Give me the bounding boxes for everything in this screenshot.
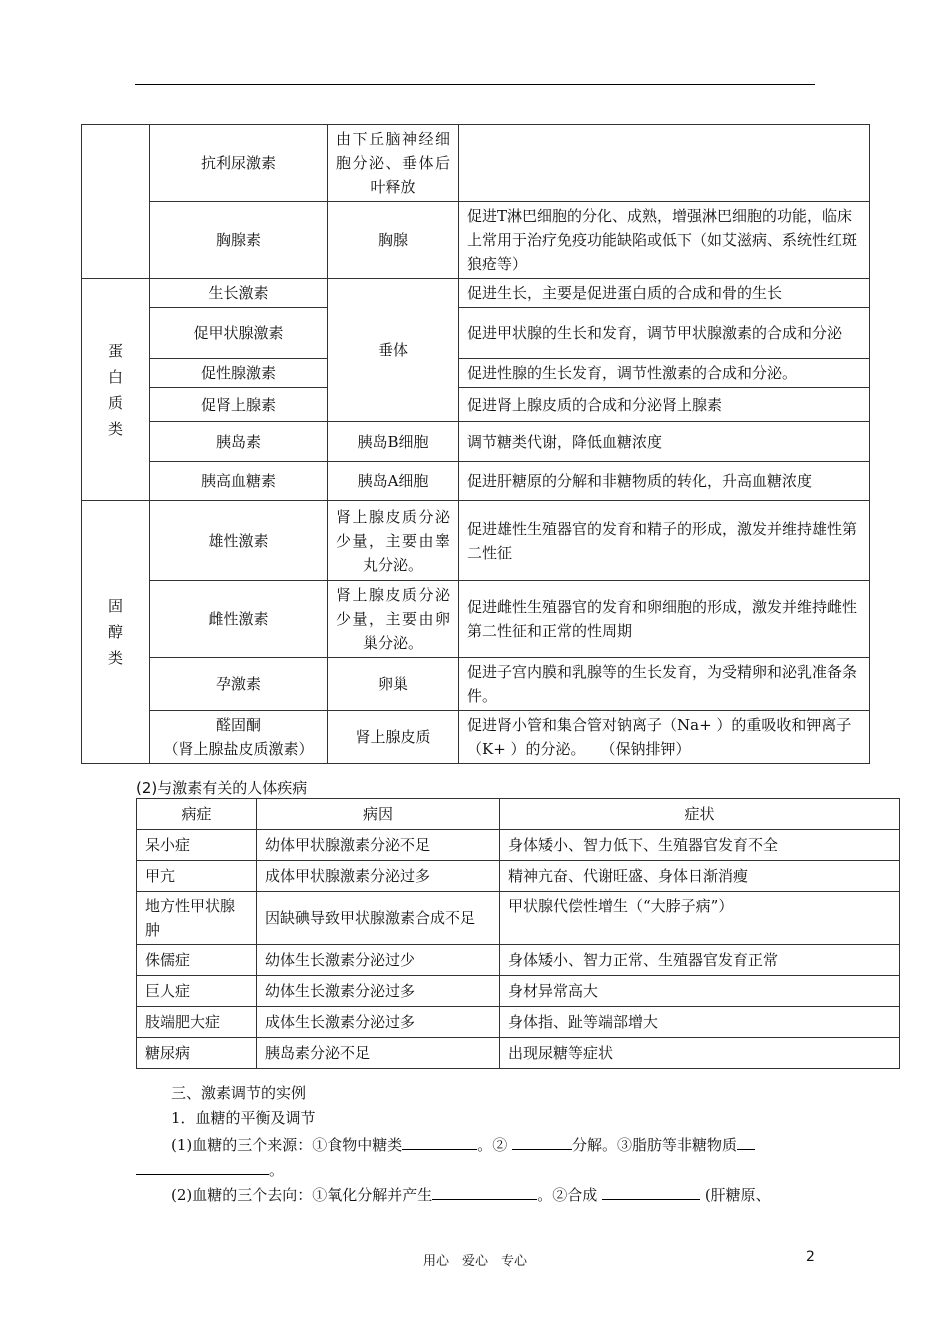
disease-symptom: 身体矮小、智力低下、生殖器官发育不全: [500, 830, 900, 861]
table-header-row: [137, 799, 900, 830]
hormone-name: 醛固酮: [215, 716, 261, 734]
hormone-function: 促进肾上腺皮质的合成和分泌肾上腺素: [459, 388, 870, 422]
disease-cause: 幼体甲状腺激素分泌不足: [257, 830, 500, 861]
table-row: [82, 581, 870, 658]
hormone-source: 肾上腺皮质: [328, 711, 459, 764]
hormone-function: 促进雄性生殖器官的发育和精子的形成，激发并维持雄性第二性征: [459, 501, 870, 581]
hormone-name: 胰高血糖素: [150, 462, 328, 501]
hormone-name: 生长激素: [150, 279, 328, 308]
col-header: 症状: [500, 799, 900, 830]
table-row: [137, 861, 900, 892]
hormone-function: 促进肾小管和集合管对钠离子（Na+ ）的重吸收和钾离子（K+ ）的分泌。 （保钠排钾）: [459, 711, 870, 764]
disease-table: [136, 798, 900, 1069]
category-cell-empty: [82, 125, 150, 279]
hormone-source: 胰岛B细胞: [328, 422, 459, 462]
text-fragment: (肝糖原、: [704, 1186, 771, 1204]
blood-sugar-sources-line-cont: [136, 1158, 284, 1180]
hormone-function: 促进T淋巴细胞的分化、成熟，增强淋巴细胞的功能，临床上常用于治疗免疫功能缺陷或低下（如艾滋病、系统性红斑狼疮等）: [459, 202, 870, 279]
disease-section-title: (2)与激素有关的人体疾病: [136, 779, 308, 797]
table-row: [82, 308, 870, 359]
hormone-function: 促进性腺的生长发育，调节性激素的合成和分泌。: [459, 359, 870, 388]
text-fragment: 。②合成: [537, 1186, 598, 1204]
table-row: [82, 388, 870, 422]
table-row: [82, 711, 870, 764]
hormone-source: 胸腺: [328, 202, 459, 279]
table-row: [82, 501, 870, 581]
fill-blank[interactable]: [432, 1183, 537, 1200]
disease-cause: 成体甲状腺激素分泌过多: [257, 861, 500, 892]
hormone-name: 孕激素: [150, 658, 328, 711]
disease-symptom: 甲状腺代偿性增生（“大脖子病”）: [500, 892, 900, 945]
hormone-name: 雄性激素: [150, 501, 328, 581]
disease-symptom: 身材异常高大: [500, 976, 900, 1007]
disease-cause: 幼体生长激素分泌过少: [257, 945, 500, 976]
hormone-name: 促性腺激素: [150, 359, 328, 388]
disease-symptom: 身体矮小、智力正常、生殖器官发育正常: [500, 945, 900, 976]
hormone-source: 由下丘脑神经细胞分泌、垂体后叶释放: [328, 125, 459, 202]
hormone-function: 促进肝糖原的分解和非糖物质的转化，升高血糖浓度: [459, 462, 870, 501]
table-row: [82, 422, 870, 462]
blood-sugar-uses-line: [171, 1183, 771, 1205]
table-row: [137, 976, 900, 1007]
hormone-source: 肾上腺皮质分泌少量，主要由睾丸分泌。: [328, 501, 459, 581]
section-heading: 三、激素调节的实例: [171, 1084, 307, 1102]
text-fragment: (1)血糖的三个来源：①食物中糖类: [171, 1136, 403, 1154]
disease-name: 呆小症: [137, 830, 257, 861]
hormone-function: 促进雌性生殖器官的发育和卵细胞的形成，激发并维持雌性第二性征和正常的性周期: [459, 581, 870, 658]
hormone-name: 抗利尿激素: [150, 125, 328, 202]
disease-name: 侏儒症: [137, 945, 257, 976]
text-fragment: (2)血糖的三个去向：①氧化分解并产生: [171, 1186, 433, 1204]
hormone-name: 雌性激素: [150, 581, 328, 658]
hormone-source: 肾上腺皮质分泌少量，主要由卵巢分泌。: [328, 581, 459, 658]
hormone-name: 促甲状腺激素: [150, 308, 328, 359]
hormone-source: 卵巢: [328, 658, 459, 711]
disease-cause: 成体生长激素分泌过多: [257, 1007, 500, 1038]
fill-blank[interactable]: [737, 1133, 755, 1150]
fill-blank[interactable]: [512, 1133, 572, 1150]
table-row: [137, 1038, 900, 1069]
hormone-name: 胸腺素: [150, 202, 328, 279]
disease-name: 甲亢: [137, 861, 257, 892]
category-protein: [82, 279, 150, 501]
hormone-function: 促进生长，主要是促进蛋白质的合成和骨的生长: [459, 279, 870, 308]
disease-symptom: 身体指、趾等端部增大: [500, 1007, 900, 1038]
table-row: [82, 125, 870, 202]
hormone-table: [81, 124, 870, 764]
hormone-name-cell: [150, 711, 328, 764]
disease-symptom: 精神亢奋、代谢旺盛、身体日渐消瘦: [500, 861, 900, 892]
hormone-function: [459, 125, 870, 202]
disease-cause: 因缺碘导致甲状腺激素合成不足: [257, 892, 500, 945]
text-fragment: 。②: [477, 1136, 508, 1154]
hormone-source: 垂体: [328, 279, 459, 422]
fill-blank[interactable]: [136, 1158, 269, 1175]
text-fragment: 分解。③脂肪等非糖物质: [572, 1136, 738, 1154]
table-row: [137, 1007, 900, 1038]
item-heading: 1．血糖的平衡及调节: [171, 1109, 316, 1127]
col-header: 病症: [137, 799, 257, 830]
footer-motto: 用心 爱心 专心: [422, 1254, 527, 1269]
disease-name: 糖尿病: [137, 1038, 257, 1069]
hormone-name: 胰岛素: [150, 422, 328, 462]
disease-cause: 胰岛素分泌不足: [257, 1038, 500, 1069]
table-row: [82, 279, 870, 308]
hormone-function: 调节糖类代谢，降低血糖浓度: [459, 422, 870, 462]
page-number: 2: [806, 1249, 815, 1265]
category-label: 蛋白质类: [107, 341, 123, 438]
hormone-source: 胰岛A细胞: [328, 462, 459, 501]
table-row: [82, 462, 870, 501]
table-row: [137, 945, 900, 976]
table-row: [82, 658, 870, 711]
text-fragment: 。: [269, 1161, 285, 1179]
category-label: 固醇类: [107, 597, 123, 667]
hormone-function: 促进子宫内膜和乳腺等的生长发育，为受精卵和泌乳准备条件。: [459, 658, 870, 711]
table-row: [137, 892, 900, 945]
hormone-name-alt: （肾上腺盐皮质激素）: [163, 740, 314, 758]
header-rule: [135, 84, 815, 85]
disease-name: 巨人症: [137, 976, 257, 1007]
blood-sugar-sources-line: [171, 1133, 755, 1155]
hormone-function: 促进甲状腺的生长和发育，调节甲状腺激素的合成和分泌: [459, 308, 870, 359]
table-row: [137, 830, 900, 861]
disease-cause: 幼体生长激素分泌过多: [257, 976, 500, 1007]
table-row: [82, 202, 870, 279]
disease-symptom: 出现尿糖等症状: [500, 1038, 900, 1069]
col-header: 病因: [257, 799, 500, 830]
table-row: [82, 359, 870, 388]
fill-blank[interactable]: [602, 1183, 700, 1200]
fill-blank[interactable]: [402, 1133, 477, 1150]
category-steroid: [82, 501, 150, 764]
disease-name: 肢端肥大症: [137, 1007, 257, 1038]
hormone-name: 促肾上腺素: [150, 388, 328, 422]
disease-name: 地方性甲状腺肿: [137, 892, 257, 945]
